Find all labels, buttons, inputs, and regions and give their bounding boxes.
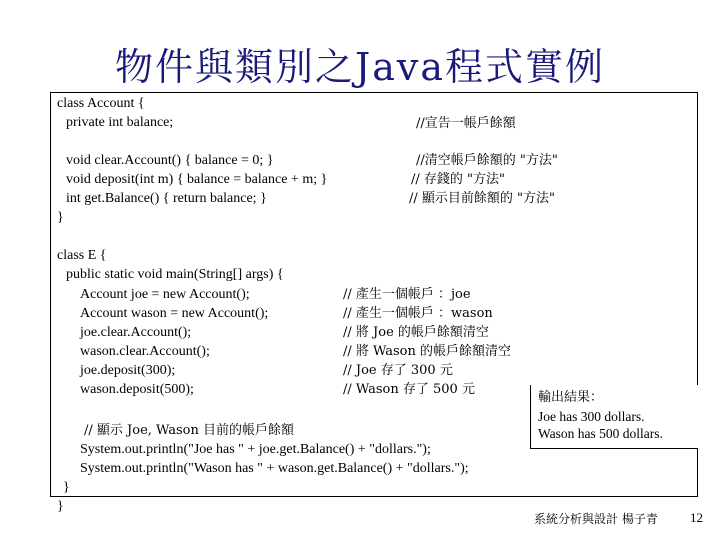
code-line: private int balance; xyxy=(66,115,174,130)
page-number: 12 xyxy=(690,510,703,525)
code-comment: // Wason 存了 500 元 xyxy=(343,382,475,397)
code-comment: // 顯示目前餘額的 "方法" xyxy=(409,191,555,206)
code-line: int get.Balance() { return balance; } xyxy=(66,191,267,206)
code-line: wason.deposit(500); xyxy=(80,382,194,397)
code-comment: //清空帳戶餘額的 "方法" xyxy=(416,153,558,168)
code-comment: // Joe 存了 300 元 xyxy=(343,363,453,378)
code-line: } xyxy=(57,210,64,225)
code-line: joe.deposit(300); xyxy=(80,363,176,378)
code-line: System.out.println("Wason has " + wason.get.Balance() + "dollars."); xyxy=(80,461,469,476)
code-line: public static void main(String[] args) { xyxy=(66,267,284,282)
code-line: joe.clear.Account(); xyxy=(80,325,192,340)
code-line: Account wason = new Account(); xyxy=(80,306,269,321)
code-line: System.out.println("Joe has " + joe.get.Balance() + "dollars."); xyxy=(80,442,431,457)
code-line: class E { xyxy=(57,248,107,263)
code-comment: // 產生一個帳戶 ：joe xyxy=(343,287,471,302)
code-line: } xyxy=(63,480,70,495)
output-box xyxy=(530,385,698,449)
code-line: Account joe = new Account(); xyxy=(80,287,250,302)
code-comment: // 顯示 Joe, Wason 目前的帳戶餘額 xyxy=(84,423,295,438)
code-comment: // 將 Joe 的帳戶餘額清空 xyxy=(343,325,489,340)
code-comment: // 產生一個帳戶 ：wason xyxy=(343,306,493,321)
code-line: class Account { xyxy=(57,96,145,111)
slide-title: 物件與類別之Java程式實例 xyxy=(114,45,605,89)
code-line: wason.clear.Account(); xyxy=(80,344,210,359)
code-line: } xyxy=(57,499,64,514)
output-label: 輸出結果： xyxy=(538,390,604,405)
code-comment: // 將 Wason 的帳戶餘額清空 xyxy=(343,344,512,359)
code-comment: // 存錢的 "方法" xyxy=(411,172,505,187)
output-line: Joe has 300 dollars. xyxy=(538,409,645,424)
code-line: void clear.Account() { balance = 0; } xyxy=(66,153,274,168)
footer-credit: 系統分析與設計 楊子青 xyxy=(534,512,658,526)
output-line: Wason has 500 dollars. xyxy=(538,426,663,441)
code-comment: //宣告一帳戶餘額 xyxy=(416,116,516,131)
code-line: void deposit(int m) { balance = balance + m; } xyxy=(66,172,328,187)
